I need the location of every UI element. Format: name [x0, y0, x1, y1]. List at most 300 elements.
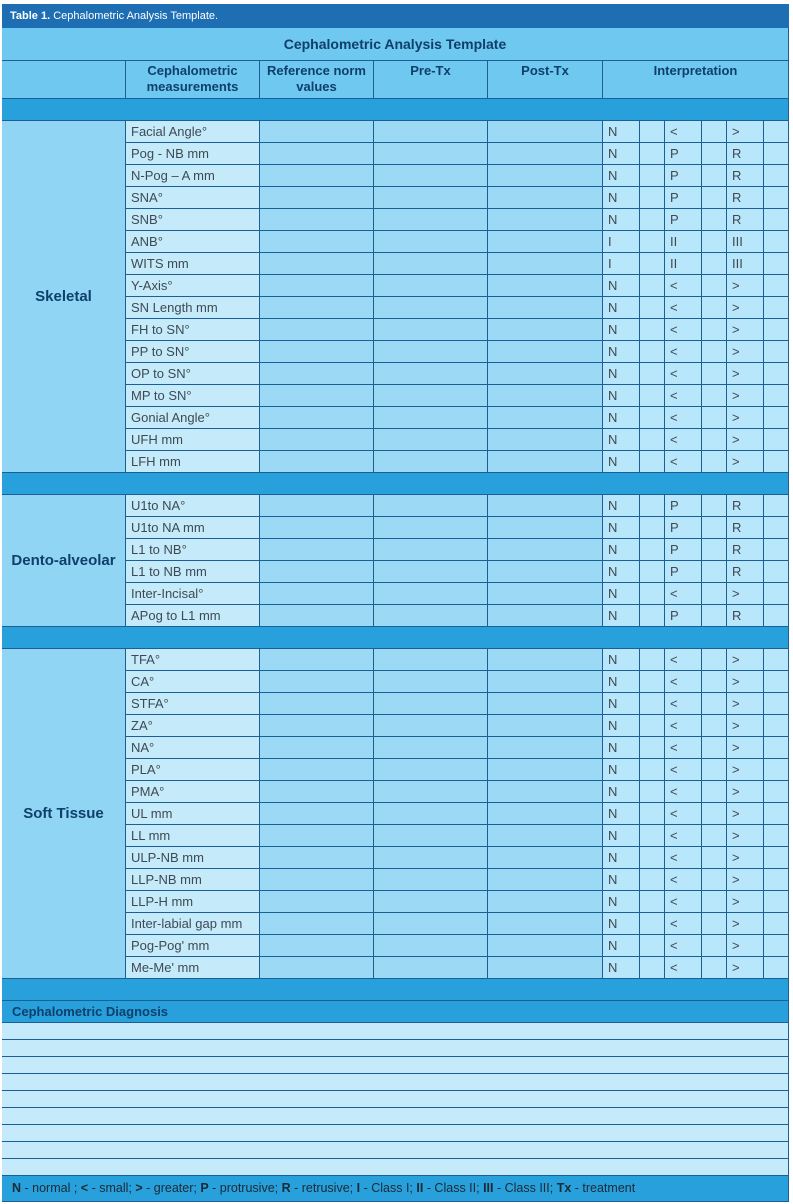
- interpretation-checkbox[interactable]: [764, 385, 789, 407]
- interpretation-checkbox[interactable]: [764, 275, 789, 297]
- interpretation-checkbox[interactable]: [702, 451, 727, 473]
- interpretation-checkbox[interactable]: [702, 605, 727, 627]
- post-tx-cell[interactable]: [488, 715, 603, 737]
- pre-tx-cell[interactable]: [374, 583, 488, 605]
- reference-value-cell[interactable]: [260, 165, 374, 187]
- interpretation-option[interactable]: II: [665, 231, 702, 253]
- interpretation-checkbox[interactable]: [640, 825, 665, 847]
- interpretation-option[interactable]: N: [603, 451, 640, 473]
- reference-value-cell[interactable]: [260, 759, 374, 781]
- pre-tx-cell[interactable]: [374, 693, 488, 715]
- interpretation-checkbox[interactable]: [702, 693, 727, 715]
- reference-value-cell[interactable]: [260, 649, 374, 671]
- interpretation-option[interactable]: N: [603, 121, 640, 143]
- pre-tx-cell[interactable]: [374, 363, 488, 385]
- interpretation-checkbox[interactable]: [640, 803, 665, 825]
- reference-value-cell[interactable]: [260, 385, 374, 407]
- reference-value-cell[interactable]: [260, 671, 374, 693]
- interpretation-option[interactable]: N: [603, 429, 640, 451]
- reference-value-cell[interactable]: [260, 715, 374, 737]
- interpretation-option[interactable]: <: [665, 341, 702, 363]
- interpretation-option[interactable]: P: [665, 143, 702, 165]
- interpretation-checkbox[interactable]: [702, 759, 727, 781]
- interpretation-checkbox[interactable]: [764, 957, 789, 979]
- interpretation-checkbox[interactable]: [702, 143, 727, 165]
- interpretation-checkbox[interactable]: [702, 847, 727, 869]
- reference-value-cell[interactable]: [260, 869, 374, 891]
- pre-tx-cell[interactable]: [374, 407, 488, 429]
- post-tx-cell[interactable]: [488, 847, 603, 869]
- pre-tx-cell[interactable]: [374, 341, 488, 363]
- interpretation-option[interactable]: <: [665, 649, 702, 671]
- interpretation-option[interactable]: >: [727, 957, 764, 979]
- pre-tx-cell[interactable]: [374, 715, 488, 737]
- interpretation-option[interactable]: N: [603, 297, 640, 319]
- interpretation-option[interactable]: >: [727, 363, 764, 385]
- interpretation-option[interactable]: N: [603, 913, 640, 935]
- pre-tx-cell[interactable]: [374, 275, 488, 297]
- interpretation-checkbox[interactable]: [640, 341, 665, 363]
- reference-value-cell[interactable]: [260, 803, 374, 825]
- interpretation-checkbox[interactable]: [764, 209, 789, 231]
- reference-value-cell[interactable]: [260, 583, 374, 605]
- reference-value-cell[interactable]: [260, 319, 374, 341]
- interpretation-checkbox[interactable]: [702, 275, 727, 297]
- diagnosis-line[interactable]: [2, 1040, 789, 1057]
- interpretation-option[interactable]: >: [727, 275, 764, 297]
- interpretation-checkbox[interactable]: [702, 187, 727, 209]
- interpretation-checkbox[interactable]: [640, 297, 665, 319]
- interpretation-option[interactable]: N: [603, 341, 640, 363]
- interpretation-checkbox[interactable]: [640, 913, 665, 935]
- interpretation-checkbox[interactable]: [640, 121, 665, 143]
- interpretation-checkbox[interactable]: [640, 891, 665, 913]
- reference-value-cell[interactable]: [260, 561, 374, 583]
- interpretation-option[interactable]: <: [665, 429, 702, 451]
- post-tx-cell[interactable]: [488, 407, 603, 429]
- pre-tx-cell[interactable]: [374, 253, 488, 275]
- interpretation-option[interactable]: I: [603, 231, 640, 253]
- post-tx-cell[interactable]: [488, 693, 603, 715]
- interpretation-checkbox[interactable]: [702, 121, 727, 143]
- pre-tx-cell[interactable]: [374, 847, 488, 869]
- interpretation-option[interactable]: >: [727, 671, 764, 693]
- interpretation-checkbox[interactable]: [764, 671, 789, 693]
- interpretation-option[interactable]: N: [603, 495, 640, 517]
- interpretation-checkbox[interactable]: [640, 781, 665, 803]
- interpretation-checkbox[interactable]: [702, 649, 727, 671]
- interpretation-option[interactable]: P: [665, 539, 702, 561]
- interpretation-option[interactable]: N: [603, 385, 640, 407]
- interpretation-checkbox[interactable]: [764, 121, 789, 143]
- interpretation-checkbox[interactable]: [764, 825, 789, 847]
- interpretation-checkbox[interactable]: [640, 869, 665, 891]
- post-tx-cell[interactable]: [488, 495, 603, 517]
- interpretation-checkbox[interactable]: [764, 891, 789, 913]
- pre-tx-cell[interactable]: [374, 143, 488, 165]
- interpretation-option[interactable]: P: [665, 187, 702, 209]
- interpretation-option[interactable]: >: [727, 759, 764, 781]
- interpretation-option[interactable]: P: [665, 209, 702, 231]
- interpretation-option[interactable]: N: [603, 143, 640, 165]
- interpretation-option[interactable]: P: [665, 605, 702, 627]
- interpretation-option[interactable]: >: [727, 847, 764, 869]
- interpretation-checkbox[interactable]: [702, 671, 727, 693]
- interpretation-option[interactable]: <: [665, 957, 702, 979]
- pre-tx-cell[interactable]: [374, 209, 488, 231]
- post-tx-cell[interactable]: [488, 825, 603, 847]
- interpretation-checkbox[interactable]: [764, 913, 789, 935]
- interpretation-checkbox[interactable]: [764, 165, 789, 187]
- interpretation-checkbox[interactable]: [702, 319, 727, 341]
- diagnosis-line[interactable]: [2, 1125, 789, 1142]
- post-tx-cell[interactable]: [488, 869, 603, 891]
- interpretation-checkbox[interactable]: [640, 671, 665, 693]
- pre-tx-cell[interactable]: [374, 539, 488, 561]
- reference-value-cell[interactable]: [260, 187, 374, 209]
- reference-value-cell[interactable]: [260, 407, 374, 429]
- interpretation-checkbox[interactable]: [640, 517, 665, 539]
- interpretation-option[interactable]: <: [665, 363, 702, 385]
- interpretation-option[interactable]: N: [603, 363, 640, 385]
- interpretation-checkbox[interactable]: [764, 231, 789, 253]
- interpretation-option[interactable]: N: [603, 187, 640, 209]
- post-tx-cell[interactable]: [488, 165, 603, 187]
- interpretation-checkbox[interactable]: [702, 385, 727, 407]
- interpretation-checkbox[interactable]: [640, 253, 665, 275]
- interpretation-checkbox[interactable]: [640, 561, 665, 583]
- interpretation-option[interactable]: N: [603, 715, 640, 737]
- interpretation-option[interactable]: >: [727, 451, 764, 473]
- interpretation-checkbox[interactable]: [640, 363, 665, 385]
- interpretation-checkbox[interactable]: [640, 407, 665, 429]
- interpretation-option[interactable]: <: [665, 781, 702, 803]
- pre-tx-cell[interactable]: [374, 165, 488, 187]
- reference-value-cell[interactable]: [260, 913, 374, 935]
- interpretation-option[interactable]: P: [665, 561, 702, 583]
- interpretation-checkbox[interactable]: [640, 539, 665, 561]
- pre-tx-cell[interactable]: [374, 825, 488, 847]
- interpretation-option[interactable]: <: [665, 869, 702, 891]
- interpretation-checkbox[interactable]: [764, 363, 789, 385]
- interpretation-checkbox[interactable]: [640, 957, 665, 979]
- interpretation-checkbox[interactable]: [702, 583, 727, 605]
- post-tx-cell[interactable]: [488, 275, 603, 297]
- interpretation-checkbox[interactable]: [640, 649, 665, 671]
- interpretation-option[interactable]: N: [603, 891, 640, 913]
- reference-value-cell[interactable]: [260, 539, 374, 561]
- interpretation-checkbox[interactable]: [764, 583, 789, 605]
- interpretation-option[interactable]: R: [727, 539, 764, 561]
- post-tx-cell[interactable]: [488, 363, 603, 385]
- pre-tx-cell[interactable]: [374, 913, 488, 935]
- interpretation-option[interactable]: N: [603, 759, 640, 781]
- interpretation-option[interactable]: N: [603, 781, 640, 803]
- post-tx-cell[interactable]: [488, 539, 603, 561]
- interpretation-checkbox[interactable]: [764, 297, 789, 319]
- interpretation-checkbox[interactable]: [764, 869, 789, 891]
- post-tx-cell[interactable]: [488, 517, 603, 539]
- interpretation-checkbox[interactable]: [764, 517, 789, 539]
- interpretation-option[interactable]: R: [727, 517, 764, 539]
- post-tx-cell[interactable]: [488, 759, 603, 781]
- pre-tx-cell[interactable]: [374, 561, 488, 583]
- interpretation-option[interactable]: >: [727, 297, 764, 319]
- reference-value-cell[interactable]: [260, 605, 374, 627]
- interpretation-option[interactable]: III: [727, 231, 764, 253]
- pre-tx-cell[interactable]: [374, 429, 488, 451]
- post-tx-cell[interactable]: [488, 209, 603, 231]
- interpretation-checkbox[interactable]: [764, 451, 789, 473]
- interpretation-option[interactable]: <: [665, 671, 702, 693]
- interpretation-option[interactable]: >: [727, 341, 764, 363]
- interpretation-option[interactable]: <: [665, 847, 702, 869]
- interpretation-checkbox[interactable]: [640, 429, 665, 451]
- interpretation-option[interactable]: >: [727, 319, 764, 341]
- interpretation-option[interactable]: N: [603, 671, 640, 693]
- post-tx-cell[interactable]: [488, 649, 603, 671]
- interpretation-checkbox[interactable]: [702, 231, 727, 253]
- interpretation-option[interactable]: R: [727, 209, 764, 231]
- post-tx-cell[interactable]: [488, 319, 603, 341]
- interpretation-option[interactable]: N: [603, 693, 640, 715]
- interpretation-checkbox[interactable]: [702, 561, 727, 583]
- interpretation-option[interactable]: <: [665, 583, 702, 605]
- interpretation-option[interactable]: <: [665, 759, 702, 781]
- interpretation-checkbox[interactable]: [702, 253, 727, 275]
- post-tx-cell[interactable]: [488, 605, 603, 627]
- interpretation-option[interactable]: >: [727, 737, 764, 759]
- pre-tx-cell[interactable]: [374, 385, 488, 407]
- interpretation-option[interactable]: <: [665, 319, 702, 341]
- post-tx-cell[interactable]: [488, 253, 603, 275]
- interpretation-checkbox[interactable]: [640, 319, 665, 341]
- interpretation-option[interactable]: N: [603, 275, 640, 297]
- pre-tx-cell[interactable]: [374, 957, 488, 979]
- reference-value-cell[interactable]: [260, 121, 374, 143]
- post-tx-cell[interactable]: [488, 429, 603, 451]
- reference-value-cell[interactable]: [260, 297, 374, 319]
- interpretation-checkbox[interactable]: [640, 275, 665, 297]
- reference-value-cell[interactable]: [260, 693, 374, 715]
- interpretation-option[interactable]: >: [727, 803, 764, 825]
- pre-tx-cell[interactable]: [374, 781, 488, 803]
- interpretation-option[interactable]: >: [727, 935, 764, 957]
- pre-tx-cell[interactable]: [374, 231, 488, 253]
- interpretation-option[interactable]: N: [603, 561, 640, 583]
- interpretation-option[interactable]: >: [727, 715, 764, 737]
- interpretation-checkbox[interactable]: [702, 165, 727, 187]
- interpretation-option[interactable]: <: [665, 803, 702, 825]
- interpretation-option[interactable]: P: [665, 517, 702, 539]
- diagnosis-line[interactable]: [2, 1091, 789, 1108]
- interpretation-option[interactable]: <: [665, 275, 702, 297]
- interpretation-checkbox[interactable]: [640, 143, 665, 165]
- post-tx-cell[interactable]: [488, 561, 603, 583]
- reference-value-cell[interactable]: [260, 275, 374, 297]
- post-tx-cell[interactable]: [488, 781, 603, 803]
- interpretation-option[interactable]: R: [727, 561, 764, 583]
- interpretation-option[interactable]: P: [665, 165, 702, 187]
- interpretation-checkbox[interactable]: [764, 649, 789, 671]
- interpretation-option[interactable]: >: [727, 891, 764, 913]
- interpretation-option[interactable]: >: [727, 583, 764, 605]
- interpretation-option[interactable]: III: [727, 253, 764, 275]
- diagnosis-line[interactable]: [2, 1023, 789, 1040]
- interpretation-checkbox[interactable]: [702, 407, 727, 429]
- post-tx-cell[interactable]: [488, 935, 603, 957]
- pre-tx-cell[interactable]: [374, 935, 488, 957]
- pre-tx-cell[interactable]: [374, 891, 488, 913]
- interpretation-checkbox[interactable]: [702, 341, 727, 363]
- interpretation-option[interactable]: <: [665, 407, 702, 429]
- interpretation-checkbox[interactable]: [640, 935, 665, 957]
- interpretation-checkbox[interactable]: [640, 231, 665, 253]
- interpretation-option[interactable]: <: [665, 913, 702, 935]
- post-tx-cell[interactable]: [488, 121, 603, 143]
- interpretation-option[interactable]: <: [665, 715, 702, 737]
- interpretation-option[interactable]: N: [603, 209, 640, 231]
- post-tx-cell[interactable]: [488, 803, 603, 825]
- interpretation-checkbox[interactable]: [702, 891, 727, 913]
- interpretation-checkbox[interactable]: [640, 759, 665, 781]
- interpretation-checkbox[interactable]: [702, 737, 727, 759]
- interpretation-option[interactable]: N: [603, 517, 640, 539]
- interpretation-option[interactable]: R: [727, 495, 764, 517]
- interpretation-option[interactable]: P: [665, 495, 702, 517]
- diagnosis-line[interactable]: [2, 1142, 789, 1159]
- interpretation-checkbox[interactable]: [702, 363, 727, 385]
- interpretation-checkbox[interactable]: [702, 957, 727, 979]
- interpretation-option[interactable]: <: [665, 737, 702, 759]
- interpretation-checkbox[interactable]: [764, 803, 789, 825]
- interpretation-option[interactable]: <: [665, 693, 702, 715]
- pre-tx-cell[interactable]: [374, 495, 488, 517]
- interpretation-option[interactable]: N: [603, 935, 640, 957]
- interpretation-checkbox[interactable]: [702, 429, 727, 451]
- post-tx-cell[interactable]: [488, 385, 603, 407]
- interpretation-option[interactable]: >: [727, 693, 764, 715]
- post-tx-cell[interactable]: [488, 913, 603, 935]
- interpretation-option[interactable]: N: [603, 407, 640, 429]
- interpretation-option[interactable]: R: [727, 605, 764, 627]
- reference-value-cell[interactable]: [260, 517, 374, 539]
- interpretation-checkbox[interactable]: [640, 715, 665, 737]
- interpretation-checkbox[interactable]: [702, 913, 727, 935]
- interpretation-checkbox[interactable]: [764, 253, 789, 275]
- interpretation-option[interactable]: N: [603, 737, 640, 759]
- interpretation-option[interactable]: N: [603, 803, 640, 825]
- reference-value-cell[interactable]: [260, 451, 374, 473]
- post-tx-cell[interactable]: [488, 957, 603, 979]
- interpretation-option[interactable]: >: [727, 429, 764, 451]
- pre-tx-cell[interactable]: [374, 517, 488, 539]
- reference-value-cell[interactable]: [260, 737, 374, 759]
- interpretation-checkbox[interactable]: [640, 605, 665, 627]
- interpretation-option[interactable]: N: [603, 165, 640, 187]
- interpretation-checkbox[interactable]: [764, 759, 789, 781]
- interpretation-option[interactable]: I: [603, 253, 640, 275]
- interpretation-checkbox[interactable]: [764, 605, 789, 627]
- interpretation-checkbox[interactable]: [640, 583, 665, 605]
- interpretation-option[interactable]: N: [603, 319, 640, 341]
- interpretation-checkbox[interactable]: [640, 693, 665, 715]
- interpretation-checkbox[interactable]: [702, 517, 727, 539]
- reference-value-cell[interactable]: [260, 143, 374, 165]
- reference-value-cell[interactable]: [260, 935, 374, 957]
- reference-value-cell[interactable]: [260, 231, 374, 253]
- reference-value-cell[interactable]: [260, 847, 374, 869]
- reference-value-cell[interactable]: [260, 495, 374, 517]
- interpretation-checkbox[interactable]: [702, 495, 727, 517]
- interpretation-checkbox[interactable]: [764, 187, 789, 209]
- reference-value-cell[interactable]: [260, 781, 374, 803]
- pre-tx-cell[interactable]: [374, 671, 488, 693]
- interpretation-option[interactable]: <: [665, 891, 702, 913]
- interpretation-option[interactable]: >: [727, 385, 764, 407]
- interpretation-option[interactable]: N: [603, 825, 640, 847]
- post-tx-cell[interactable]: [488, 451, 603, 473]
- interpretation-option[interactable]: <: [665, 121, 702, 143]
- interpretation-checkbox[interactable]: [764, 693, 789, 715]
- interpretation-checkbox[interactable]: [702, 781, 727, 803]
- interpretation-option[interactable]: II: [665, 253, 702, 275]
- interpretation-checkbox[interactable]: [764, 407, 789, 429]
- interpretation-checkbox[interactable]: [764, 935, 789, 957]
- pre-tx-cell[interactable]: [374, 121, 488, 143]
- diagnosis-line[interactable]: [2, 1057, 789, 1074]
- post-tx-cell[interactable]: [488, 583, 603, 605]
- interpretation-checkbox[interactable]: [764, 737, 789, 759]
- reference-value-cell[interactable]: [260, 891, 374, 913]
- post-tx-cell[interactable]: [488, 737, 603, 759]
- reference-value-cell[interactable]: [260, 429, 374, 451]
- interpretation-checkbox[interactable]: [702, 869, 727, 891]
- pre-tx-cell[interactable]: [374, 187, 488, 209]
- interpretation-checkbox[interactable]: [640, 209, 665, 231]
- interpretation-option[interactable]: <: [665, 385, 702, 407]
- reference-value-cell[interactable]: [260, 825, 374, 847]
- reference-value-cell[interactable]: [260, 957, 374, 979]
- pre-tx-cell[interactable]: [374, 649, 488, 671]
- interpretation-checkbox[interactable]: [702, 209, 727, 231]
- interpretation-checkbox[interactable]: [702, 803, 727, 825]
- interpretation-checkbox[interactable]: [764, 319, 789, 341]
- interpretation-checkbox[interactable]: [764, 539, 789, 561]
- interpretation-checkbox[interactable]: [764, 495, 789, 517]
- interpretation-checkbox[interactable]: [640, 187, 665, 209]
- post-tx-cell[interactable]: [488, 297, 603, 319]
- post-tx-cell[interactable]: [488, 231, 603, 253]
- pre-tx-cell[interactable]: [374, 605, 488, 627]
- post-tx-cell[interactable]: [488, 341, 603, 363]
- interpretation-checkbox[interactable]: [640, 385, 665, 407]
- pre-tx-cell[interactable]: [374, 869, 488, 891]
- interpretation-option[interactable]: <: [665, 825, 702, 847]
- interpretation-option[interactable]: >: [727, 825, 764, 847]
- interpretation-option[interactable]: N: [603, 649, 640, 671]
- post-tx-cell[interactable]: [488, 143, 603, 165]
- interpretation-option[interactable]: R: [727, 165, 764, 187]
- interpretation-checkbox[interactable]: [702, 539, 727, 561]
- interpretation-option[interactable]: R: [727, 143, 764, 165]
- interpretation-option[interactable]: >: [727, 869, 764, 891]
- pre-tx-cell[interactable]: [374, 759, 488, 781]
- interpretation-option[interactable]: >: [727, 649, 764, 671]
- diagnosis-line[interactable]: [2, 1074, 789, 1091]
- interpretation-checkbox[interactable]: [640, 451, 665, 473]
- interpretation-checkbox[interactable]: [702, 935, 727, 957]
